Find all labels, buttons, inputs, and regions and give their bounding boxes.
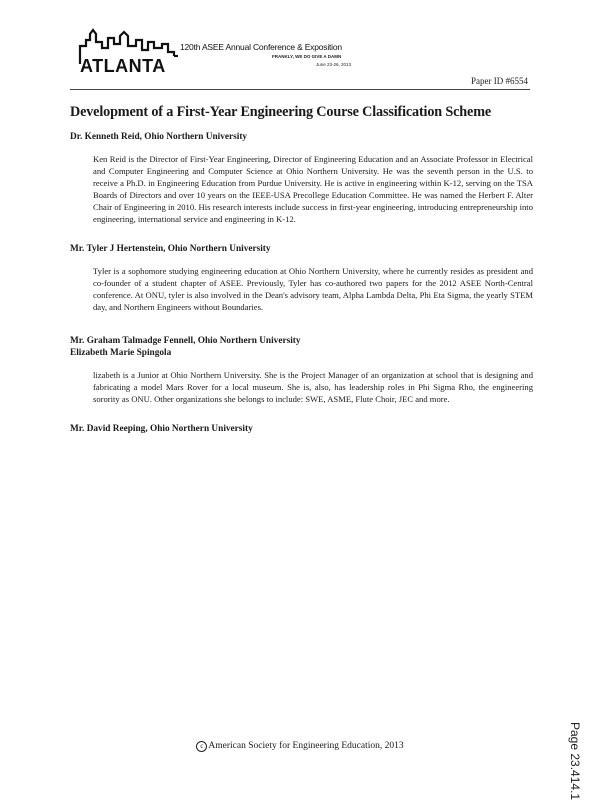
copyright-icon: c — [196, 741, 207, 752]
conference-title: 120th ASEE Annual Conference & Exposition — [180, 42, 342, 52]
author-name: Dr. Kenneth Reid, Ohio Northern University — [70, 132, 248, 142]
author-name: Mr. David Reeping, Ohio Northern University — [70, 424, 253, 434]
logo-text: ATLANTA — [80, 56, 166, 76]
page-number: Page 23.414.1 — [568, 722, 582, 800]
conference-tagline: FRANKLY, WE DO GIVE A DAMN — [272, 54, 342, 59]
conference-logo — [78, 26, 378, 86]
author-bio: lizabeth is a Junior at Ohio Northern University. She is the Project Manager of an organization at school that is designing and fabricating a model Mars Rover for a local museum. She is, also, has leadership roles in Phi Sigma Rho, the engineering sorority as ONU. Other organizations she belongs to include: SWE, ASME, Flute Choir, JEC and more. — [93, 370, 533, 405]
author-name: Mr. Graham Talmadge Fennell, Ohio Northern University — [70, 336, 301, 346]
footer-copyright — [0, 741, 600, 752]
header-divider — [70, 89, 530, 90]
paper-title: Development of a First-Year Engineering Course Classification Scheme — [70, 104, 492, 120]
paper-id: Paper ID #6554 — [471, 76, 528, 86]
author-bio: Ken Reid is the Director of First-Year Engineering, Director of Engineering Education and an Associate Professor in Electrical and Computer Engineering and Computer Science at Ohio Northern University. He was the seventh person in the U.S. to receive a Ph.D. in Engineering Education from Purdue University. He is active in engineering within K-12, serving on the TSA Boards of Directors and over 10 years on the IEEE-USA Precollege Education Committee. He was named the Herbert F. Alter Chair of Engineering in 2010. His research interests include success in first-year engineering, introducing entrepreneurship into engineering, international service and engineering in K-12. — [93, 154, 533, 225]
author-name: Elizabeth Marie Spingola — [70, 348, 172, 358]
conference-dates: June 23-26, 2013 — [316, 62, 352, 67]
copyright-text: American Society for Engineering Education, 2013 — [208, 741, 404, 751]
author-bio: Tyler is a sophomore studying engineering education at Ohio Northern University, where he currently resides as president and co-founder of a student chapter of ASEE. Previously, Tyler has co-authored two papers for the 2012 ASEE North-Central conference. At ONU, tyler is also involved in the Dean's advisory team, Alpha Lambda Delta, Phi Eta Sigma, the yearly STEM day, and Northern Engineers without Boundaries. — [93, 266, 533, 313]
author-name: Mr. Tyler J Hertenstein, Ohio Northern University — [70, 244, 271, 254]
